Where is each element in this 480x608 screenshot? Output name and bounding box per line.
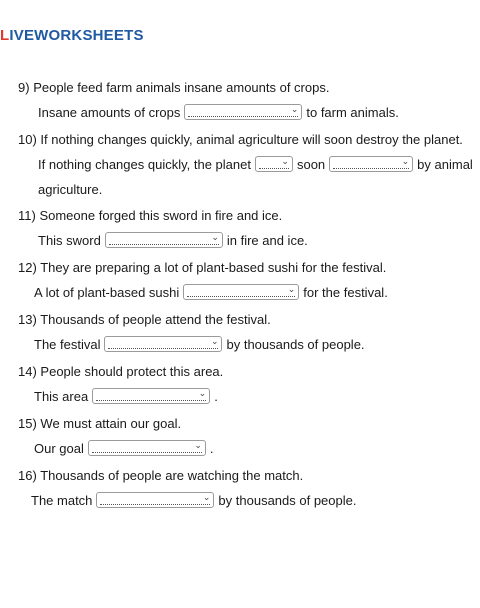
answer-text: Insane amounts of crops [38,104,181,120]
question-9 [18,80,329,95]
question-text: People should protect this area. [40,364,224,379]
question-number: 11) [18,208,36,223]
question-number: 12) [18,260,37,275]
answer-line-10 [38,156,473,172]
answer-text: by animal [417,156,473,172]
answer-text: in fire and ice. [226,232,308,248]
answer-text: . [214,388,218,404]
chevron-down-icon: ⌄ [211,232,219,242]
chevron-down-icon: ⌄ [198,388,207,398]
question-12 [18,260,386,275]
question-text: If nothing changes quickly, animal agriculture will soon destroy the planet. [40,132,463,147]
answer-text: by thousands of people. [218,492,357,508]
question-11 [18,208,282,223]
question-text: We must attain our goal. [40,416,182,431]
question-number: 10) [18,132,37,147]
answer-line-9 [38,104,399,120]
chevron-down-icon: ⌄ [287,284,296,294]
question-number: 14) [18,364,37,379]
question-14 [18,364,223,379]
answer-text: This area [34,388,89,404]
answer-dropdown[interactable] [96,492,214,508]
answer-dropdown[interactable] [184,104,302,120]
chevron-down-icon: ⌄ [210,336,219,346]
question-13 [18,312,271,327]
answer-line-16 [31,492,356,508]
chevron-down-icon: ⌄ [194,440,202,450]
question-text: Thousands of people attend the festival. [40,312,271,327]
answer-text: The festival [34,336,101,352]
answer-dropdown[interactable] [329,156,413,172]
chevron-down-icon: ⌄ [202,492,211,502]
answer-text: Our goal [34,440,84,456]
answer-line-11 [38,232,308,248]
chevron-down-icon: ⌄ [281,156,289,166]
question-number: 9) [18,80,30,95]
answer-dropdown[interactable] [105,232,223,248]
question-number: 15) [18,416,37,431]
question-10 [18,132,463,147]
answer-text: The match [31,492,93,508]
answer-dropdown[interactable] [104,336,222,352]
question-15 [18,416,181,431]
answer-text: to farm animals. [306,104,399,120]
answer-dropdown[interactable] [92,388,210,404]
question-text: They are preparing a lot of plant-based sushi for the festival. [40,260,387,275]
logo-mark: L [0,27,10,44]
question-16 [18,468,303,483]
answer-line-15 [34,440,214,456]
answer-text: A lot of plant-based sushi [34,284,180,300]
answer-line-13 [34,336,365,352]
answer-dropdown[interactable] [183,284,299,300]
answer-text: by thousands of people. [226,336,365,352]
answer-dropdown[interactable] [255,156,293,172]
chevron-down-icon: ⌄ [401,156,410,166]
question-number: 13) [18,312,37,327]
answer-text: soon [296,156,326,172]
question-text: People feed farm animals insane amounts of crops. [33,80,330,95]
answer-text: . [209,440,214,456]
answer-text: for the festival. [303,284,388,300]
answer-dropdown[interactable] [88,440,206,456]
answer-line-14 [34,388,218,404]
answer-text: If nothing changes quickly, the planet [38,156,251,172]
question-text: Thousands of people are watching the match. [40,468,304,483]
liveworksheets-logo [0,27,144,44]
answer-text: This sword [38,232,101,248]
question-number: 16) [18,468,37,483]
chevron-down-icon: ⌄ [290,104,299,114]
answer-line-10-continued: agriculture. [38,182,103,197]
answer-line-12 [34,284,388,300]
logo-text: IVEWORKSHEETS [9,27,144,44]
question-text: Someone forged this sword in fire and ice. [39,208,283,223]
